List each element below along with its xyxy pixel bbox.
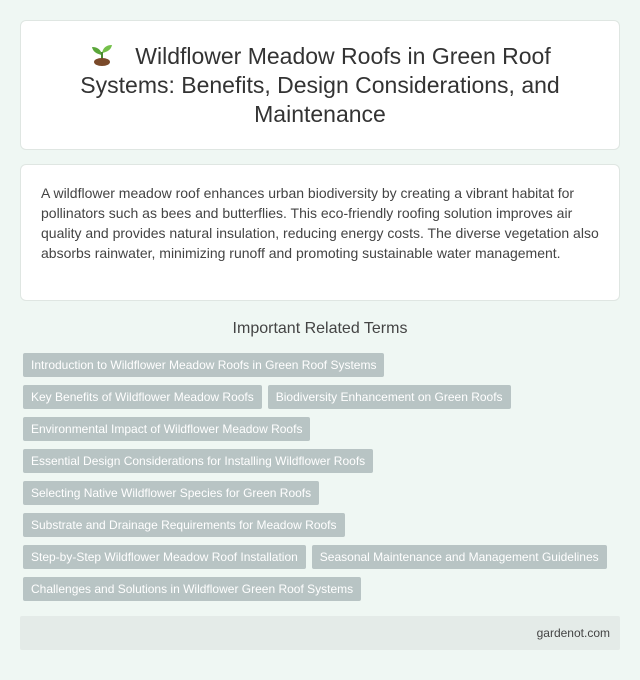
page-title [21,41,619,129]
related-term-tag[interactable]: Step-by-Step Wildflower Meadow Roof Installation [23,545,306,569]
related-terms-heading: Important Related Terms [232,320,408,337]
footer-site-link[interactable]: gardenot.com [536,626,610,640]
related-term-tag[interactable]: Substrate and Drainage Requirements for Meadow Roofs [23,513,345,537]
title-card [20,20,620,150]
related-term-tag[interactable]: Essential Design Considerations for Installing Wildflower Roofs [23,449,373,473]
sprout-icon [89,41,115,67]
related-term-tag[interactable]: Seasonal Maintenance and Management Guidelines [312,545,607,569]
summary-text: A wildflower meadow roof enhances urban biodiversity by creating a vibrant habitat for pollinators such as bees and butterflies. This eco-friendly roofing solution improves air quality and provides natural insulation, reducing energy costs. The diverse vegetation also absorbs rainwater, minimizing runoff and promoting sustainable water management. [41,185,599,261]
related-term-tag[interactable]: Biodiversity Enhancement on Green Roofs [268,385,511,409]
page-title-text: Wildflower Meadow Roofs in Green Roof Systems: Benefits, Design Considerations, and Maintenance [80,43,560,127]
related-term-tag[interactable]: Selecting Native Wildflower Species for Green Roofs [23,481,319,505]
summary-card [20,164,620,301]
related-terms-list [23,353,623,609]
related-term-tag[interactable]: Environmental Impact of Wildflower Meadow Roofs [23,417,310,441]
related-term-tag[interactable]: Challenges and Solutions in Wildflower Green Roof Systems [23,577,361,601]
related-term-tag[interactable]: Key Benefits of Wildflower Meadow Roofs [23,385,262,409]
related-term-tag[interactable]: Introduction to Wildflower Meadow Roofs in Green Roof Systems [23,353,384,377]
footer [20,616,620,650]
